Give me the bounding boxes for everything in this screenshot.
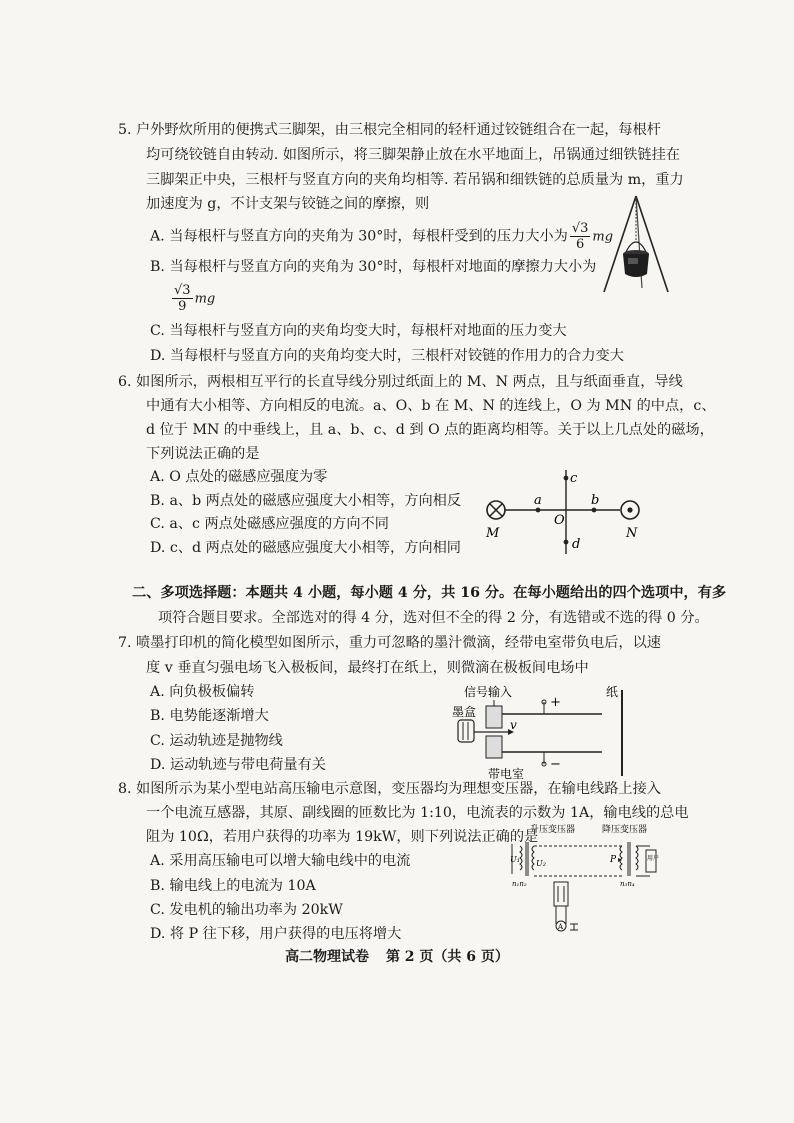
fraction-numerator: √3 (571, 221, 589, 236)
q5-stem-line: 三脚架正中央，三根杆与竖直方向的夹角均相等. 若吊锅和细铁链的总质量为 m，重力 (146, 172, 684, 188)
u2-label: U₂ (536, 859, 546, 868)
q8-stem-line: 8. 如图所示为某小型电站高压输电示意图，变压器均为理想变压器，在输电线路上接入 (118, 781, 661, 797)
mg-symbol: mg (194, 291, 216, 307)
q6-option-d: D. c、d 两点处的磁感应强度大小相等，方向相同 (150, 540, 461, 556)
q5-option-a (150, 221, 613, 252)
fraction-denominator: 9 (178, 299, 187, 314)
velocity-label: v (510, 718, 517, 732)
paper-label: 纸 (606, 685, 619, 699)
q5-option-b: B. 当每根杆与竖直方向的夹角为 30°时，每根杆对地面的摩擦力大小为 (150, 259, 597, 275)
q7-option-d: D. 运动轨迹与带电荷量有关 (150, 757, 326, 773)
label-m: M (486, 526, 500, 541)
q5-option-c: C. 当每根杆与竖直方向的夹角均变大时，每根杆对地面的压力变大 (150, 323, 567, 339)
exam-title: 高二物理试卷 (285, 949, 370, 965)
section-heading: 二、多项选择题：本题共 4 小题，每小题 4 分，共 16 分。在每小题给出的四个选项中，有多 (132, 585, 727, 601)
q6-option-c: C. a、c 两点处磁感应强度的方向不同 (150, 516, 389, 532)
q8-option-a: A. 采用高压输电可以增大输电线中的电流 (150, 853, 411, 869)
q7-option-a: A. 向负极板偏转 (150, 684, 255, 700)
minus-sign: − (550, 757, 561, 772)
step-down-label: 降压变压器 (602, 825, 648, 835)
page-footer (0, 946, 794, 966)
q7-option-b: B. 电势能逐渐增大 (150, 708, 269, 724)
page-number: 第 2 页（共 6 页） (385, 949, 509, 965)
q7-option-c: C. 运动轨迹是抛物线 (150, 733, 283, 749)
transmission-figure (508, 820, 668, 946)
n3n4-label: n₃n₄ (620, 880, 635, 888)
q6-option-b: B. a、b 两点处的磁感应强度大小相等，方向相反 (150, 493, 462, 509)
q6-stem-line: d 位于 MN 的中垂线上，且 a、b、c、d 到 O 点的距离均相等。关于以上几点处的磁场， (146, 422, 714, 438)
q7-stem-line: 7. 喷墨打印机的简化模型如图所示，重力可忽略的墨汁微滴，经带电室带负电后，以速 (118, 635, 661, 651)
ink-box-label: 墨盒 (452, 705, 477, 719)
label-a: a (534, 493, 542, 508)
fraction-numerator: √3 (174, 283, 191, 298)
label-c: c (570, 471, 578, 486)
q8-option-b: B. 输电线上的电流为 10A (150, 878, 316, 894)
tripod-figure (598, 192, 674, 300)
wires-figure (478, 462, 658, 566)
q7-stem-line: 度 v 垂直匀强电场飞入极板间，最终打在纸上，则微滴在极板间电场中 (146, 660, 589, 676)
q8-stem-line: 一个电流互感器，其原、副线圈的匝数比为 1:10，电流表的示数为 1A，输电线的总电 (146, 805, 689, 821)
q5-option-a-text: A. 当每根杆与竖直方向的夹角为 30°时，每根杆受到的压力大小为 (150, 228, 568, 245)
q8-option-c: C. 发电机的输出功率为 20kW (150, 902, 343, 918)
label-d: d (572, 537, 581, 552)
fraction (570, 221, 591, 252)
n1n2-label: n₁n₂ (512, 880, 527, 888)
q5-stem-line: 5. 户外野炊所用的便携式三脚架，由三根完全相同的轻杆通过铰链组合在一起，每根杆 (118, 122, 661, 138)
q5-option-b-value (170, 283, 215, 314)
q5-stem-line: 加速度为 g，不计支架与铰链之间的摩擦，则 (146, 196, 430, 212)
q8-option-d: D. 将 P 往下移，用户获得的电压将增大 (150, 926, 402, 942)
q5-stem-line: 均可绕铰链自由转动. 如图所示，将三脚架静止放在水平地面上，吊锅通过细铁链挂在 (146, 147, 680, 163)
user-label: 用户 (647, 855, 660, 862)
q6-stem-line: 中通有大小相等、方向相反的电流。a、O、b 在 M、N 的连线上，O 为 MN 的中点，c、 (146, 398, 716, 414)
signal-input-label: 信号输入 (464, 685, 513, 699)
mg-symbol: mg (592, 229, 614, 245)
plus-sign: + (550, 695, 561, 710)
q6-option-a: A. O 点处的磁感应强度为零 (150, 469, 328, 485)
fraction-denominator: 6 (575, 237, 585, 252)
fraction (172, 283, 193, 314)
label-o: O (554, 513, 565, 528)
ammeter-label: A (558, 923, 564, 931)
step-up-label: 升压变压器 (530, 825, 576, 835)
q6-stem-line: 下列说法正确的是 (146, 446, 260, 462)
inkjet-figure (444, 680, 654, 784)
label-n: N (626, 526, 638, 541)
section-instructions: 项符合题目要求。全部选对的得 4 分，选对但不全的得 2 分，有选错或不选的得 0 分。 (158, 610, 709, 626)
q8-stem-line: 阻为 10Ω，若用户获得的功率为 19kW，则下列说法正确的是 (146, 829, 539, 845)
charge-room-label: 带电室 (488, 767, 525, 780)
label-b: b (591, 493, 600, 508)
q6-stem-line: 6. 如图所示，两根相互平行的长直导线分别过纸面上的 M、N 两点，且与纸面垂直，导线 (118, 374, 683, 390)
q5-option-d: D. 当每根杆与竖直方向的夹角均变大时，三根杆对铰链的作用力的合力变大 (150, 348, 624, 364)
u1-label: U₁ (510, 855, 520, 864)
p-label: P (610, 855, 617, 865)
